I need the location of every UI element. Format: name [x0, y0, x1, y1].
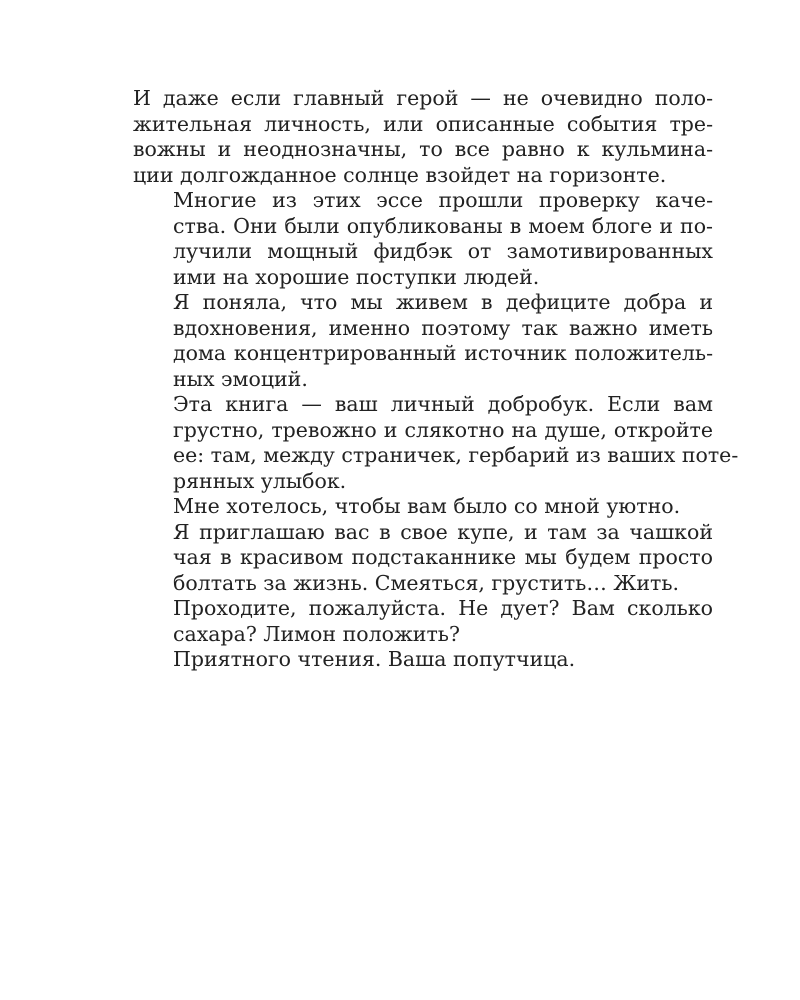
text-line: грустно, тревожно и слякотно на душе, откройте — [173, 417, 713, 442]
paragraph — [133, 290, 713, 392]
text-line: Приятного чтения. Ваша попутчица. — [173, 647, 576, 671]
text-line: лучили мощный фидбэк от замотивированных — [173, 239, 713, 263]
text-line: Я поняла, что мы живем в дефиците добра и — [173, 290, 713, 314]
paragraph — [133, 647, 713, 673]
text-line: И даже если главный герой — не очевидно поло- — [133, 86, 713, 110]
text-line: Многие из этих эссе прошли проверку каче- — [173, 188, 713, 212]
text-line: Мне хотелось, чтобы вам было со мной уютно. — [173, 494, 681, 518]
paragraph — [133, 520, 713, 597]
text-line: чая в красивом подстаканнике мы будем просто — [173, 545, 713, 569]
text-line: ных эмоций. — [173, 366, 308, 391]
text-line: дома концентрированный источник положитель- — [173, 341, 713, 365]
paragraph — [133, 188, 713, 290]
text-line: сахара? Лимон положить? — [173, 621, 460, 646]
text-line: ции долгожданное солнце взойдет на горизонте. — [133, 162, 667, 187]
paragraph — [133, 392, 739, 494]
paragraph — [133, 596, 713, 647]
text-line: рянных улыбок. — [173, 468, 347, 493]
text-line: жительная личность, или описанные события тре- — [133, 111, 713, 136]
text-line: Эта книга — ваш личный добробук. Если вам — [173, 392, 713, 416]
text-line: ства. Они были опубликованы в моем блоге и по- — [173, 213, 713, 238]
body-text — [133, 86, 739, 673]
paragraph — [133, 494, 713, 520]
text-line: вожны и неоднозначны, то все равно к кульмина- — [133, 137, 713, 161]
text-line: ими на хорошие поступки людей. — [173, 264, 540, 289]
paragraph — [133, 86, 713, 188]
text-line: ее: там, между страничек, гербарий из ваших поте- — [173, 443, 739, 467]
text-line: болтать за жизнь. Смеяться, грустить… Жить. — [173, 570, 680, 595]
text-line: Проходите, пожалуйста. Не дует? Вам сколько — [173, 596, 713, 620]
text-line: вдохновения, именно поэтому так важно иметь — [173, 315, 713, 340]
text-line: Я приглашаю вас в свое купе, и там за чашкой — [173, 519, 713, 544]
